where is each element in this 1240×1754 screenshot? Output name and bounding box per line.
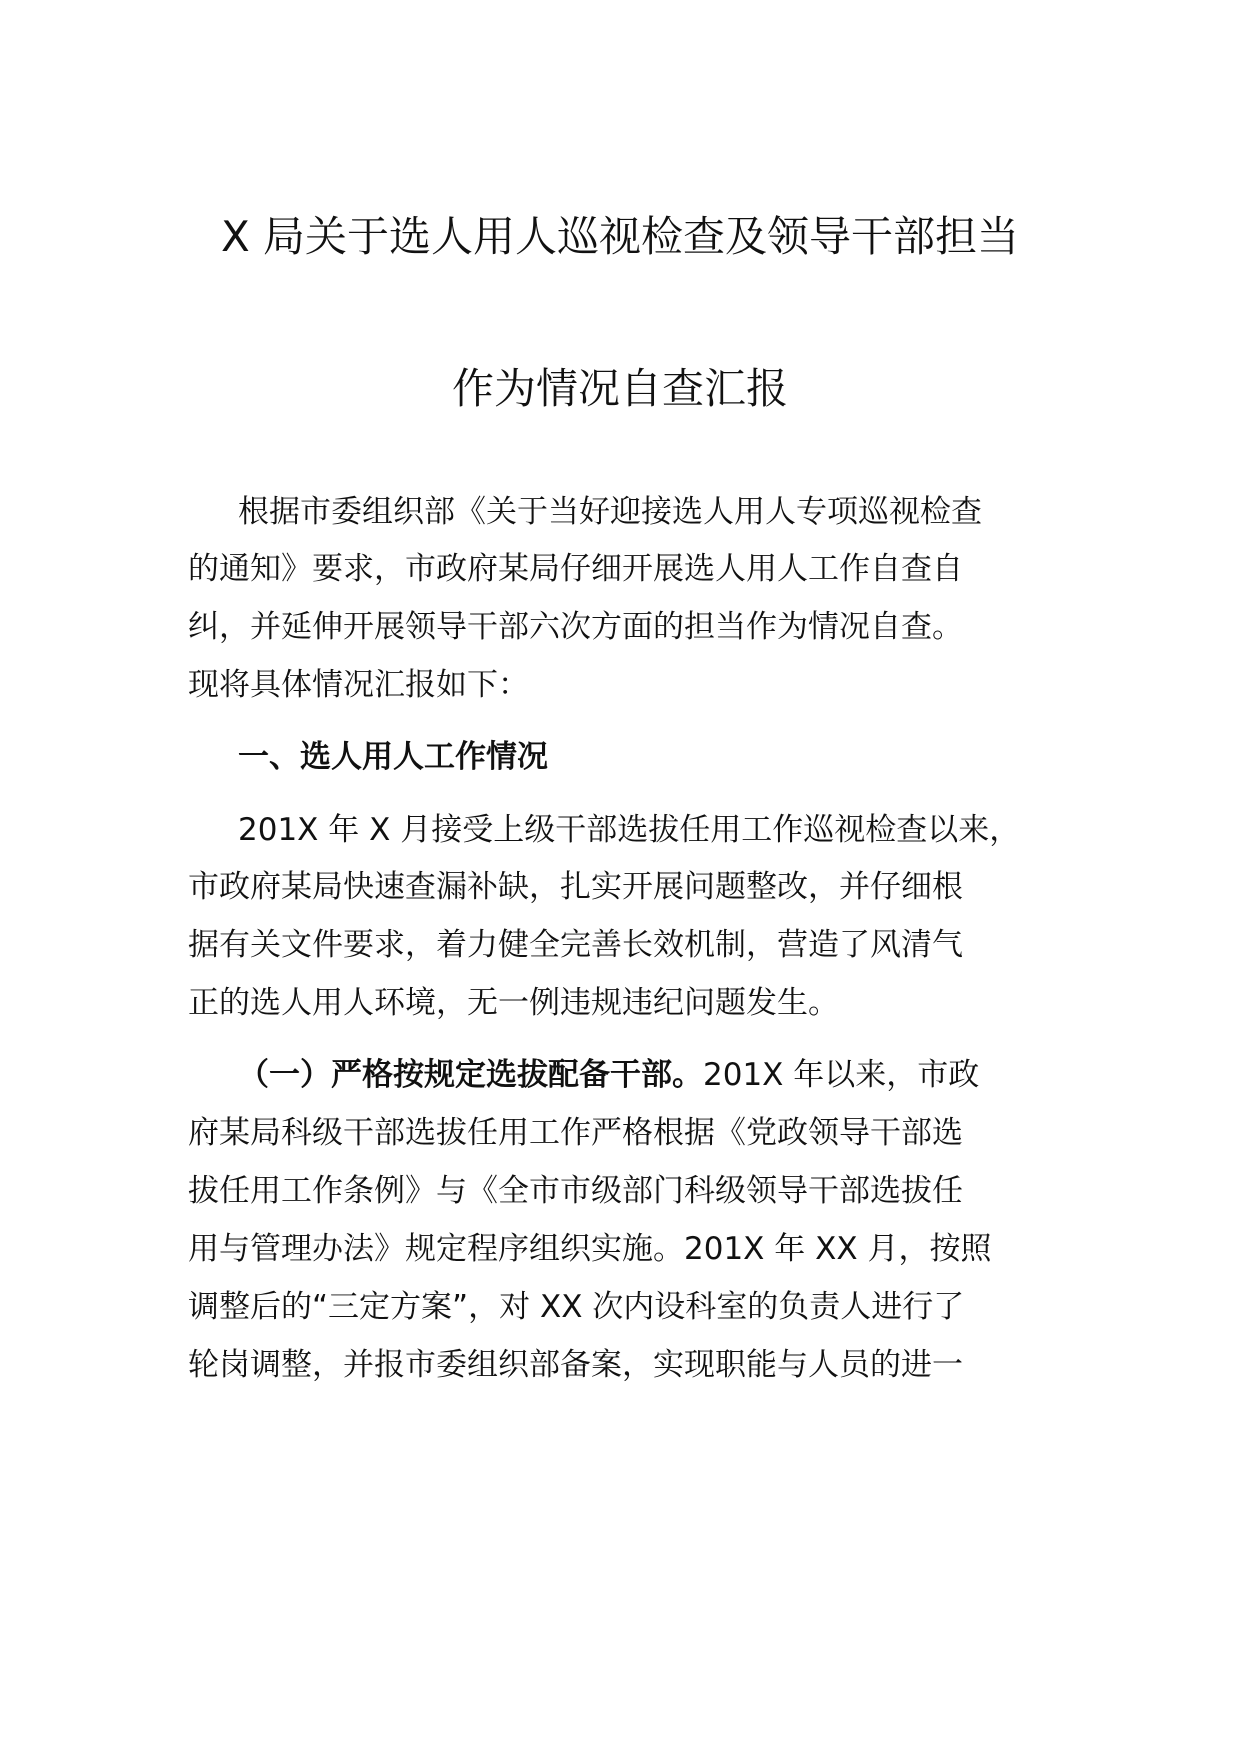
subsection-text: 201X 年以来，市政 xyxy=(703,1057,980,1093)
subsection-paragraph-line: 轮岗调整，并报市委组织部备案，实现职能与人员的进一 xyxy=(188,1347,963,1383)
subsection-first-line xyxy=(238,1055,979,1095)
section-paragraph-line: 据有关文件要求，着力健全完善长效机制，营造了风清气 xyxy=(188,927,963,963)
intro-paragraph-line: 的通知》要求，市政府某局仔细开展选人用人工作自查自 xyxy=(188,551,963,587)
document-title-line-1: X 局关于选人用人巡视检查及领导干部担当 xyxy=(220,212,1020,261)
subsection-paragraph-line: 用与管理办法》规定程序组织实施。201X 年 XX 月，按照 xyxy=(188,1231,992,1267)
document-title-line-2: 作为情况自查汇报 xyxy=(451,364,788,413)
subsection-paragraph-line: 府某局科级干部选拔任用工作严格根据《党政领导干部选 xyxy=(188,1115,963,1151)
intro-paragraph-line: 纠，并延伸开展领导干部六次方面的担当作为情况自查。 xyxy=(188,609,963,645)
intro-paragraph-line: 根据市委组织部《关于当好迎接选人用人专项巡视检查 xyxy=(238,494,982,530)
subsection-paragraph-line: 调整后的“三定方案”，对 XX 次内设科室的负责人进行了 xyxy=(188,1289,965,1325)
section-paragraph-line: 正的选人用人环境，无一例违规违纪问题发生。 xyxy=(188,985,839,1021)
subsection-paragraph-line: 拔任用工作条例》与《全市市级部门科级领导干部选拔任 xyxy=(188,1173,963,1209)
section-paragraph-line: 市政府某局快速查漏补缺，扎实开展问题整改，并仔细根 xyxy=(188,869,963,905)
intro-paragraph-line: 现将具体情况汇报如下： xyxy=(188,667,529,703)
section-heading: 一、选人用人工作情况 xyxy=(238,739,548,775)
section-paragraph-line: 201X 年 X 月接受上级干部选拔任用工作巡视检查以来， xyxy=(238,812,1021,848)
subsection-heading: （一）严格按规定选拔配备干部。 xyxy=(238,1057,703,1093)
